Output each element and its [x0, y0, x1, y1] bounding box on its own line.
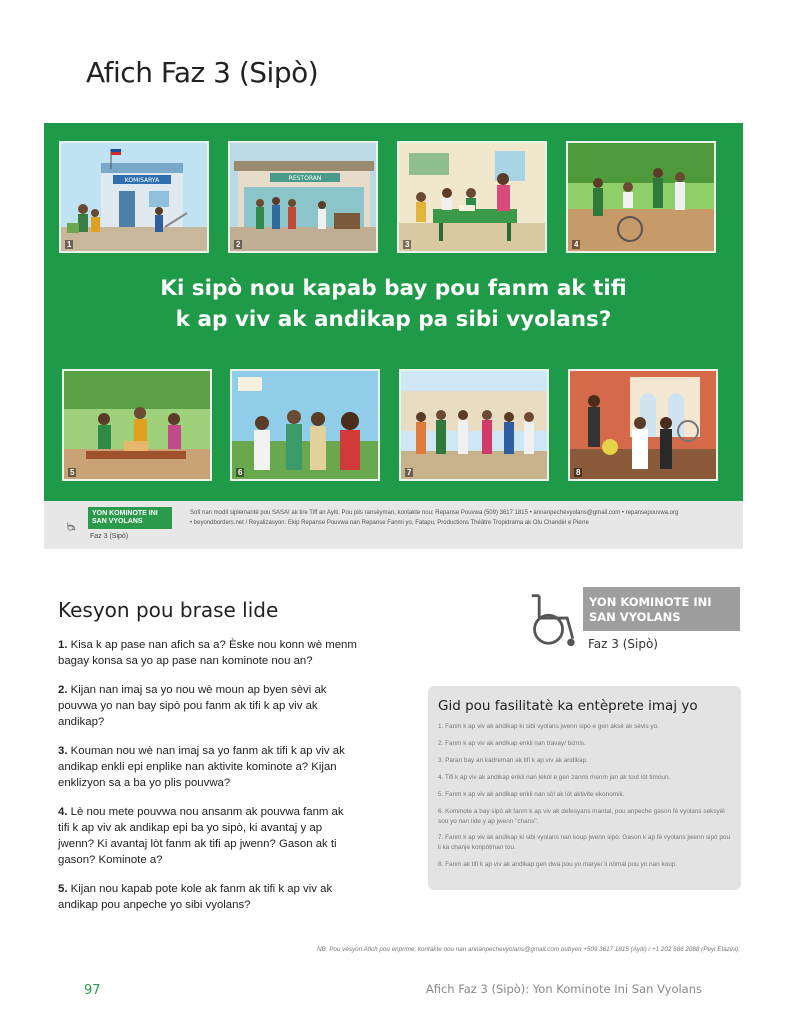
guide-item: 1. Fanm k ap viv ak andikap ki sibi vyolans jwenn sipò e gen aksè ak sèvis yo.: [438, 723, 659, 730]
question-item: [58, 882, 358, 914]
poster-credits: [190, 509, 730, 528]
credit-line-2: • beyondborders.net / Reyalizasyon: Ekip Repanse Pouvwa nan Repanse Fanmi yo, Fatapu, Productions Théâtre Tropidrama ak Olu Chandèl e Pierre: [190, 519, 589, 526]
wheelchair-icon: [60, 509, 90, 543]
illustration-panel-2: [228, 141, 378, 253]
illustration-panel-5: [62, 369, 212, 481]
illustration-panel-4: [566, 141, 716, 253]
question-number: 4.: [58, 805, 68, 818]
page-number: 97: [84, 983, 101, 998]
question-item: [58, 683, 358, 731]
panel-number: 4: [574, 240, 579, 249]
question-text: Kijan nou kapab pote kole ak fanm ak tifi k ap viv ak andikap pou anpeche yo sibi vyolans?: [58, 882, 333, 911]
credit-line-1: Sofi nan modil siplemantè pou SASA! ak tire Tiff an Ayiti. Pou plis ransèyman, kontakte nou: Repanse Pouvwa (509) 3617 1815 • annanpechevyolans@gmail.com • repansepouvwa.org: [190, 510, 679, 516]
strip-tag: YON KOMINOTE INI SAN VYOLANS: [88, 507, 172, 529]
question-text: Kouman nou wè nan imaj sa yo fanm ak tifi k ap viv ak andikap enkli epi enplike nan aktivite kominote a? Kijan enklizyon sa a ba yo plis pouvwa?: [58, 744, 345, 789]
page-title: Afich Faz 3 (Sipò): [86, 56, 319, 89]
poster-question-line-1: Ki sipò nou kapab bay pou fanm ak tifi: [160, 276, 627, 301]
poster-question: [44, 273, 743, 335]
questions-title: Kesyon pou brase lide: [58, 598, 279, 622]
illustration-panel-6: [230, 369, 380, 481]
guide-item: 7. Fanm k ap viv ak andikap ki sibi vyolans nan koup jwenn sipò. Gason k ap fè vyolans jwenn sipò pou li ka chanje konpòtman tou.: [438, 834, 731, 852]
question-item: [58, 805, 358, 869]
question-text: Kijan nan imaj sa yo nou wè moun ap byen sèvi ak pouvwa yo nan bay sipò pou fanm ak tifi k ap viv ak andikap?: [58, 683, 327, 728]
poster: [44, 123, 743, 501]
questions-list: [58, 638, 358, 927]
guide-title: Gid pou fasilitatè ka entèprete imaj yo: [438, 698, 698, 714]
panel-number: 5: [70, 468, 75, 477]
illustration-panel-8: [568, 369, 718, 481]
running-footer: Afich Faz 3 (Sipò): Yon Kominote Ini San Vyolans: [425, 982, 702, 996]
question-number: 5.: [58, 882, 68, 895]
guide-item: 8. Fanm ak tifi k ap viv ak andikap gen dwa pou yo marye/ li nòmal pou yo nan koup.: [438, 861, 678, 869]
panel-number: 2: [236, 240, 241, 249]
badge-tag: YON KOMINOTE INI SAN VYOLANS: [583, 587, 740, 631]
illustration-panel-7: [399, 369, 549, 481]
facilitator-guide: [428, 686, 741, 890]
guide-item: 6. Kominote a bay sipò ak fanm k ap viv ak defesyans mantal, pou anpeche gason fè vyolans seksyèl sou yo nan lide y ap jwenn "chans".: [438, 807, 725, 825]
illustration-panel-3: [397, 141, 547, 253]
guide-item: 5. Fanm k ap viv ak andikap enkli nan sòl ak lòt aktivite ekonomik.: [438, 790, 625, 798]
print-version-note: NB: Pou vèsyon Afich pou enprime, kontakte nou nan annanpechevyolans@gmail.com oubyen +509 3617 1815 (Ayiti) / +1 202 686 2088 (Peyi Etazini).: [316, 946, 740, 953]
question-number: 3.: [58, 744, 68, 757]
wheelchair-icon: [528, 588, 584, 650]
question-item: [58, 638, 358, 670]
guide-item: 3. Paran bay an kadreman ak tifi k ap viv ak andikap.: [438, 756, 588, 764]
guide-item: 4. Tifi k ap viv ak andikap enkli nan lekòl e gen zanmi menm jan ak tout lòt timoun.: [438, 773, 671, 781]
guide-item: 2. Fanm k ap viv ak andikap enkli nan travay/ biznis.: [438, 739, 586, 747]
question-number: 1.: [58, 639, 68, 651]
panel-number: 3: [405, 240, 410, 249]
panel-number: 7: [407, 468, 412, 477]
panel-number: 8: [576, 468, 581, 477]
panel-number: 1: [67, 240, 72, 249]
police-sign-text: KOMISARYA: [124, 177, 160, 184]
panel-number: 6: [238, 468, 243, 477]
question-text: Lè nou mete pouvwa nou ansanm ak pouvwa fanm ak tifi k ap viv ak andikap epi ba yo sipò, ki avantaj y ap jwenn? Ki avantaj lòt fanm ak tifi ap jwenn? Gason ak ti gason? Kominote a?: [58, 805, 344, 866]
question-number: 2.: [58, 683, 68, 696]
question-text: Kisa k ap pase nan afich sa a? Èske nou konn wè menm bagay konsa sa yo ap pase nan kominote nou an?: [58, 639, 357, 667]
question-item: [58, 744, 358, 792]
illustration-panel-1: [59, 141, 209, 253]
strip-phase-label: Faz 3 (Sipò): [90, 533, 129, 540]
badge-phase-label: Faz 3 (Sipò): [588, 637, 658, 651]
restaurant-sign-text: RESTORAN: [288, 175, 322, 182]
poster-question-line-2: k ap viv ak andikap pa sibi vyolans?: [175, 307, 612, 333]
